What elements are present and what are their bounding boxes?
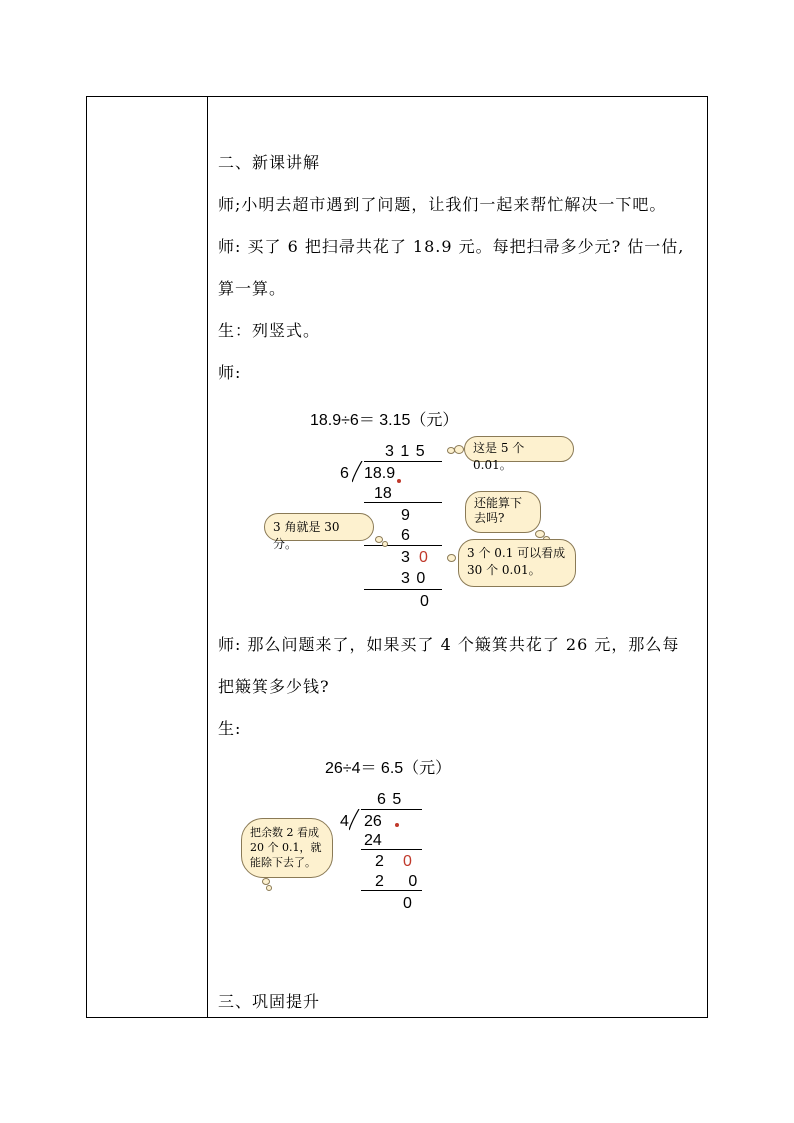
note-bubble-right: 3 个 0.1 可以看成 30 个 0.01。: [458, 539, 576, 587]
divisor-2: 4: [340, 813, 349, 830]
decimal-point-marker-1: [397, 479, 401, 483]
thought-dot: [382, 541, 388, 547]
step4-red-1: 0: [419, 549, 428, 566]
division-line-2b: [361, 890, 422, 891]
equation-1: 18.9÷6＝ 3.15（元）: [310, 412, 459, 429]
step2-red-2: 0: [403, 853, 412, 870]
remainder-2: 0: [403, 895, 412, 912]
equation-2: 26÷4＝ 6.5（元）: [325, 760, 452, 777]
student-line-1: 生：列竖式。: [218, 321, 321, 340]
student-line-2: 生:: [218, 719, 242, 738]
division-line-1b: [364, 545, 442, 546]
division-bar-1: [364, 461, 442, 462]
teacher-line-1: 师;小明去超市遇到了问题，让我们一起来帮忙解决一下吧。: [218, 195, 667, 214]
teacher-line-2: 师: 买了 6 把扫帚共花了 18.9 元。每把扫帚多少元? 估一估,: [218, 237, 685, 256]
division-line-2a: [361, 849, 422, 850]
dividend-2: 26: [364, 813, 382, 830]
dividend-1: 18.9: [364, 465, 396, 482]
quotient-2: 6 5: [377, 791, 403, 808]
section-two-title: 二、新课讲解: [218, 153, 321, 172]
division-line-1a: [364, 502, 442, 503]
step3-1: 6: [401, 527, 410, 544]
thought-dot: [447, 554, 456, 562]
note-bubble-question: 还能算下去吗?: [465, 491, 541, 533]
division-bar-2: [361, 809, 422, 810]
step3-2: 2 0: [375, 873, 428, 890]
teacher-line-3: 师:: [218, 363, 242, 382]
left-column-cell: [87, 97, 208, 1017]
step1-2: 24: [364, 832, 382, 849]
step5-1: 3 0: [401, 570, 427, 587]
thought-dot: [454, 445, 464, 454]
divisor-1: 6: [340, 465, 349, 482]
division-bracket-1: [352, 461, 364, 483]
teacher-line-4: 师: 那么问题来了，如果买了 4 个簸箕共花了 26 元，那么每: [218, 635, 680, 654]
decimal-point-marker-2: [395, 823, 399, 827]
note-bubble-top: 这是 5 个 0.01。: [464, 436, 574, 462]
remainder-1: 0: [420, 593, 429, 610]
division-line-1c: [364, 589, 442, 590]
step2-1: 9: [401, 507, 410, 524]
note-bubble-remainder: 把余数 2 看成 20 个 0.1，就能除下去了。: [241, 818, 333, 878]
teacher-line-4b: 把簸箕多少钱?: [218, 677, 330, 696]
division-bracket-2: [349, 809, 361, 831]
step1-1: 18: [374, 485, 392, 502]
teacher-line-2b: 算一算。: [218, 279, 287, 298]
note-bubble-left: 3 角就是 30 分。: [264, 513, 374, 541]
quotient-1: 3 1 5: [385, 443, 426, 460]
thought-dot: [266, 885, 272, 891]
step2-main-2: 2: [375, 853, 384, 870]
step4-main-1: 3: [401, 549, 410, 566]
thought-dot: [262, 878, 270, 885]
section-three-title: 三、巩固提升: [218, 992, 321, 1011]
